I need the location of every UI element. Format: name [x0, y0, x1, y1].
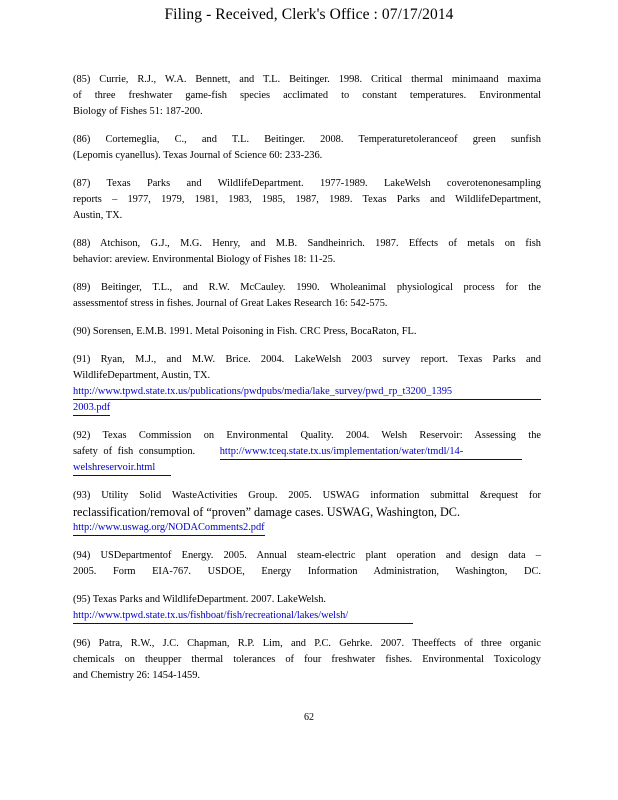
reference-line: and Chemistry 26: 1454-1459.	[73, 670, 200, 681]
reference-line: 2005. Form EIA-767. USDOE, Energy Information Administration, Washington, DC.	[73, 566, 541, 577]
reference-item	[73, 72, 541, 120]
reference-line: (85) Currie, R.J., W.A. Bennett, and T.L. Beitinger. 1998. Critical thermal minimaand maxima	[73, 74, 541, 85]
reference-item	[73, 236, 541, 268]
filing-header: Filing - Received, Clerk's Office : 07/17/2014	[164, 6, 454, 23]
reference-line: (91) Ryan, M.J., and M.W. Brice. 2004. LakeWelsh 2003 survey report. Texas Parks and	[73, 354, 541, 365]
reference-link[interactable]: http://www.uswag.org/NODAComments2.pdf	[73, 521, 265, 536]
reference-line: WildlifeDepartment, Austin, TX.	[73, 370, 211, 381]
reference-line: (95) Texas Parks and WildlifeDepartment. 2007. LakeWelsh.	[73, 594, 327, 605]
reference-line: (86) Cortemeglia, C., and T.L. Beitinger. 2008. Temperaturetoleranceof green sunfish	[73, 134, 541, 145]
reference-line: Austin, TX.	[73, 210, 123, 221]
reference-item	[73, 488, 541, 536]
reference-item	[73, 428, 541, 476]
reference-item	[73, 132, 541, 164]
reference-line: (94) USDepartmentof Energy. 2005. Annual steam-electric plant operation and design data –	[73, 550, 541, 561]
reference-item	[73, 324, 541, 340]
reference-line: behavior: areview. Environmental Biology of Fishes 18: 11-25.	[73, 254, 336, 265]
reference-list	[73, 72, 541, 696]
reference-line: reports – 1977, 1979, 1981, 1983, 1985, 1987, 1989. Texas Parks and WildlifeDepartment,	[73, 194, 541, 205]
reference-line: (88) Atchison, G.J., M.G. Henry, and M.B. Sandheinrich. 1987. Effects of metals on fish	[73, 238, 541, 249]
reference-item	[73, 548, 541, 580]
reference-line: of three freshwater game-fish species acclimated to constant temperatures. Environmental	[73, 90, 541, 101]
reference-link[interactable]: http://www.tpwd.state.tx.us/publications/pwdpubs/media/lake_survey/pwd_rp_t3200_1395	[73, 385, 541, 400]
reference-line: (93) Utility Solid WasteActivities Group. 2005. USWAG information submittal &request for	[73, 490, 541, 501]
reference-line: (89) Beitinger, T.L., and R.W. McCauley. 1990. Wholeanimal physiological process for the	[73, 282, 541, 293]
reference-line: (96) Patra, R.W., J.C. Chapman, R.P. Lim, and P.C. Gehrke. 2007. Theeffects of three organic	[73, 638, 541, 649]
reference-item	[73, 280, 541, 312]
reference-link[interactable]: http://www.tpwd.state.tx.us/fishboat/fish/recreational/lakes/welsh/	[73, 609, 413, 624]
page-number: 62	[304, 712, 314, 723]
reference-link[interactable]: welshreservoir.html	[73, 461, 171, 476]
reference-item	[73, 176, 541, 224]
reference-line: Biology of Fishes 51: 187-200.	[73, 106, 203, 117]
reference-item	[73, 352, 541, 416]
reference-link[interactable]: 2003.pdf	[73, 401, 110, 416]
reference-line: assessmentof stress in fishes. Journal of Great Lakes Research 16: 542-575.	[73, 298, 388, 309]
reference-text: safety of fish consumption.	[73, 446, 196, 457]
reference-line: (90) Sorensen, E.M.B. 1991. Metal Poisoning in Fish. CRC Press, BocaRaton, FL.	[73, 326, 417, 337]
reference-item	[73, 592, 541, 624]
reference-line: reclassification/removal of “proven” damage cases. USWAG, Washington, DC.	[73, 505, 460, 519]
reference-line: (92) Texas Commission on Environmental Quality. 2004. Welsh Reservoir: Assessing the	[73, 430, 541, 441]
reference-link[interactable]: http://www.tceq.state.tx.us/implementation/water/tmdl/14-	[220, 445, 522, 460]
reference-line: chemicals on theupper thermal tolerances of four freshwater fishes. Environmental Toxicology	[73, 654, 541, 665]
reference-line: (87) Texas Parks and WildlifeDepartment. 1977-1989. LakeWelsh coverotenonesampling	[73, 178, 541, 189]
reference-line: (Lepomis cyanellus). Texas Journal of Science 60: 233-236.	[73, 150, 323, 161]
reference-item	[73, 636, 541, 684]
